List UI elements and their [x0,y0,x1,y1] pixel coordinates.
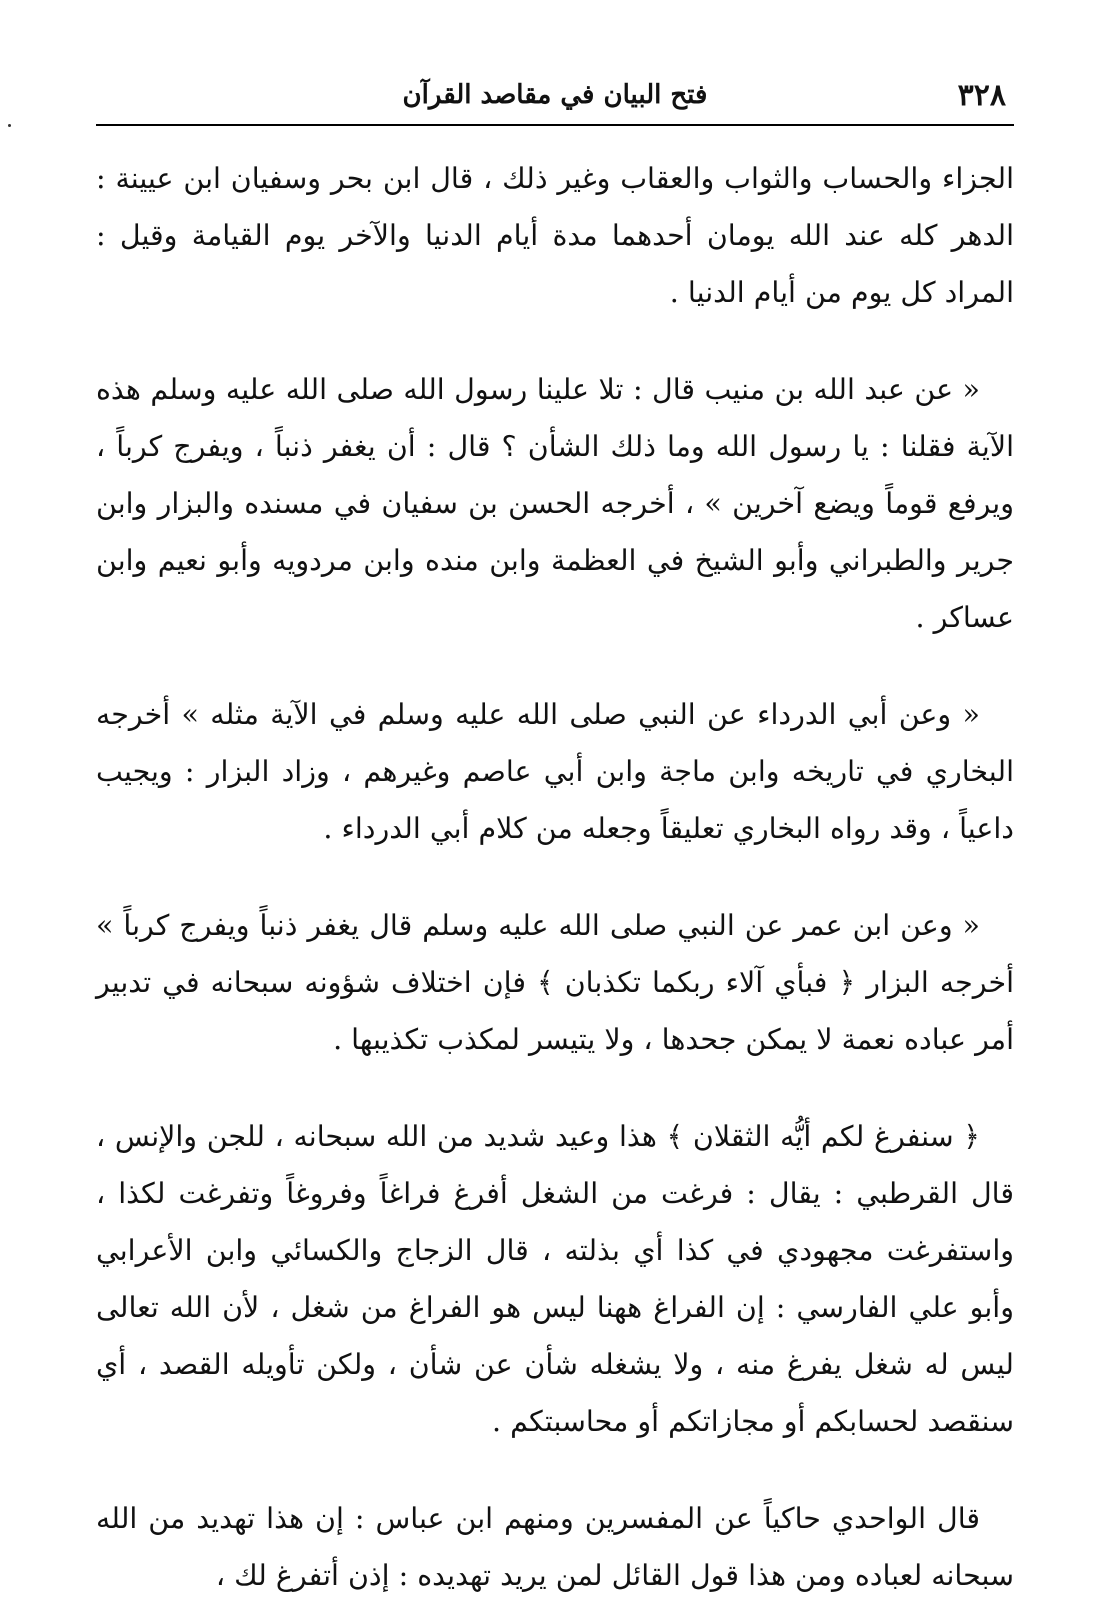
header-rule [96,124,1014,126]
paragraph-hadith-ibn-umar: « وعن ابن عمر عن النبي صلى الله عليه وسلم قال يغفر ذنباً ويفرج كرباً » أخرجه البزار ﴿ فبأي آلاء ربكما تكذبان ﴾ فإن اختلاف شؤونه سبحانه في تدبير أمر عباده نعمة لا يمكن جحدها ، ولا يتيسر لمكذب تكذيبها . [96,909,1014,1056]
running-title: فتح البيان في مقاصد القرآن [402,80,708,110]
paragraph-tafsir-sanafrugh: ﴿ سنفرغ لكم أيُّه الثقلان ﴾ هذا وعيد شديد من الله سبحانه ، للجن والإنس ، قال القرطبي : يقال : فرغت من الشغل أفرغ فراغاً وفروغاً وتفرغت لكذا ، واستفرغت مجهودي في كذا أي بذلته ، قال الزجاج والكسائي وابن الأعرابي وأبو علي الفارسي : إن الفراغ ههنا ليس هو الفراغ من شغل ، لأن الله تعالى ليس له شغل يفرغ منه ، ولا يشغله شأن عن شأن ، ولكن تأويله القصد ، أي سنقصد لحسابكم أو مجازاتكم أو محاسبتكم . [96,1120,1014,1438]
page-body [96,150,1014,1604]
page-number: ٣٢٨ [957,78,1006,113]
scan-speck [8,124,11,127]
page-header [96,72,1014,124]
paragraph-hadith-ibn-munib: « عن عبد الله بن منيب قال : تلا علينا رسول الله صلى الله عليه وسلم هذه الآية فقلنا : يا رسول الله وما ذلك الشأن ؟ قال : أن يغفر ذنباً ، ويفرج كرباً ، ويرفع قوماً ويضع آخرين » ، أخرجه الحسن بن سفيان في مسنده والبزار وابن جرير والطبراني وأبو الشيخ في العظمة وابن منده وابن مردويه وأبو نعيم وابن عساكر . [96,373,1014,634]
paragraph-wahidi: قال الواحدي حاكياً عن المفسرين ومنهم ابن عباس : إن هذا تهديد من الله سبحانه لعباده ومن هذا قول القائل لمن يريد تهديده : إذن أتفرغ لك ، [96,1502,1014,1592]
paragraph-continuation: الجزاء والحساب والثواب والعقاب وغير ذلك ، قال ابن بحر وسفيان ابن عيينة : الدهر كله عند الله يومان أحدهما مدة أيام الدنيا والآخر يوم القيامة وقيل : المراد كل يوم من أيام الدنيا . [96,162,1014,309]
paragraph-hadith-abi-darda: « وعن أبي الدرداء عن النبي صلى الله عليه وسلم في الآية مثله » أخرجه البخاري في تاريخه وابن ماجة وابن أبي عاصم وغيرهم ، وزاد البزار : ويجيب داعياً ، وقد رواه البخاري تعليقاً وجعله من كلام أبي الدرداء . [96,698,1014,845]
